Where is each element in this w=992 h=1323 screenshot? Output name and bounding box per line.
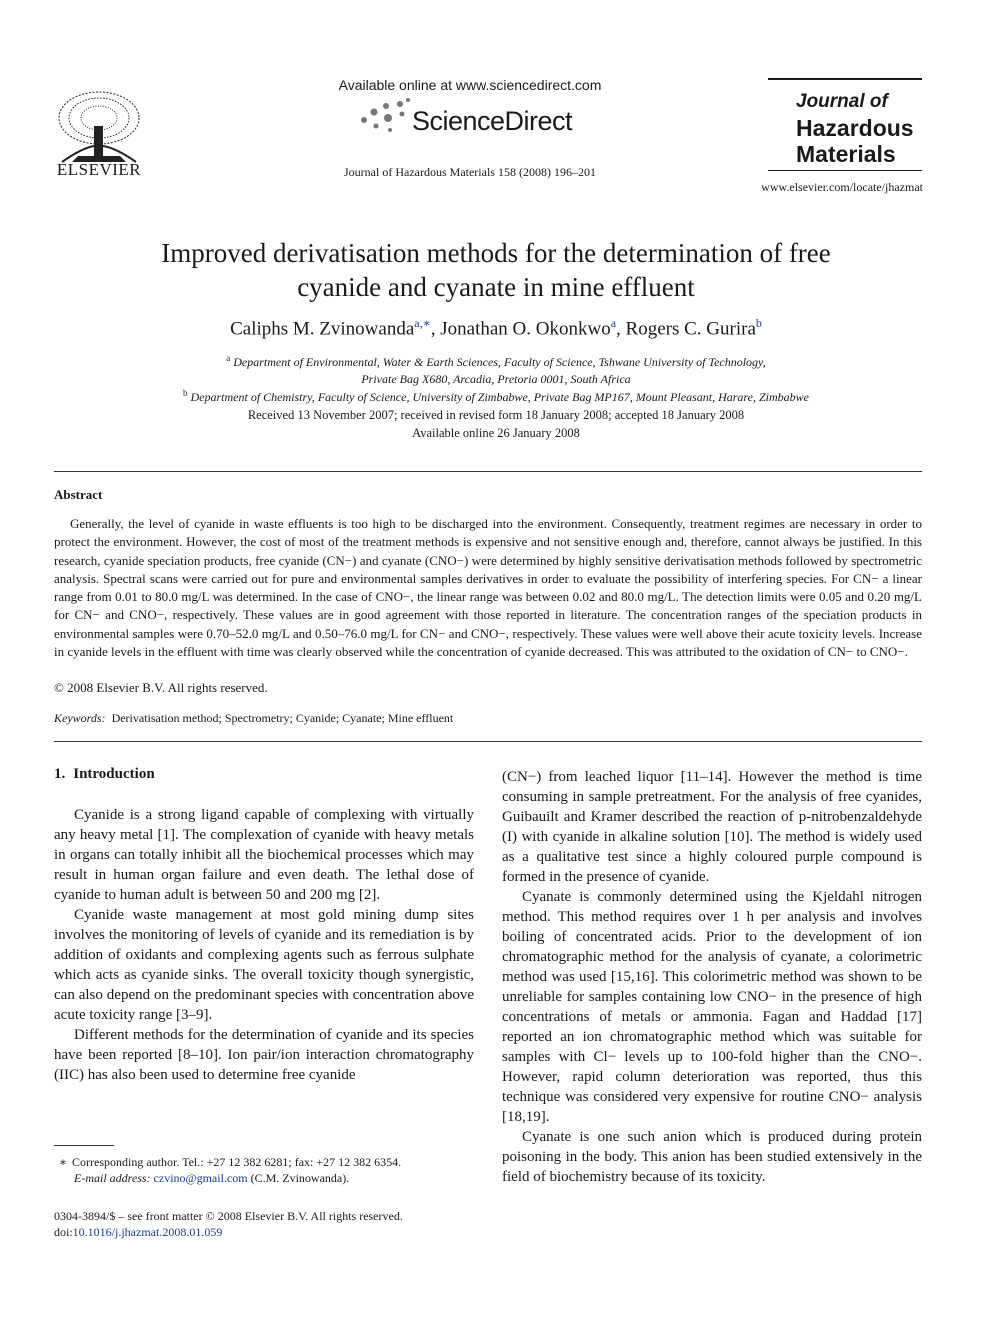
abstract-copyright: © 2008 Elsevier B.V. All rights reserved. [54,680,268,695]
article-dates [100,406,892,442]
section-number: 1. [54,766,66,782]
footnote-rule [54,1145,114,1146]
affiliation-line: Department of Chemistry, Faculty of Science, University of Zimbabwe, Private Bag MP167, Mount Pleasant, Harare, Zimbabwe [190,390,809,404]
journal-url[interactable]: www.elsevier.com/locate/jhazmat [761,180,923,194]
abstract-body [54,515,922,661]
body-paragraph: Cyanide is a strong ligand capable of complexing with virtually any heavy metal [1]. The complexation of cyanide with heavy metals in organs can totally inhibit all the biochemical processes which may result in human organ failure and even death. The lethal dose of cyanide to human adult is between 50 and 200 mg [2]. [54,807,474,903]
title-line: cyanide and cyanate in mine effluent [297,272,695,302]
affiliation-line: Department of Environmental, Water & Earth Sciences, Faculty of Science, Tshwane University of Technology, [233,355,766,369]
abstract-heading: Abstract [54,487,103,502]
corresponding-author-text: Corresponding author. Tel.: +27 12 382 6281; fax: +27 12 382 6354. [72,1155,402,1169]
footnote-mark: ∗ [58,1155,68,1169]
affiliation-mark: a [226,353,231,363]
publisher-name: ELSEVIER [56,160,142,179]
keywords [54,711,453,726]
doi-label: doi: [54,1225,73,1239]
author-separator: , [430,318,441,340]
available-online-text[interactable]: Available online at www.sciencedirect.com [338,77,602,93]
doi-link[interactable]: 10.1016/j.jhazmat.2008.01.059 [72,1225,223,1239]
author-affiliation-mark[interactable]: b [755,316,762,330]
email-owner: (C.M. Zvinowanda). [250,1171,350,1185]
body-paragraph: Cyanate is commonly determined using the Kjeldahl nitrogen method. This method requires over 1 h per analysis and involves boiling of concentrated acids. Prior to the development of ion chromatographic method for the analysis of cyanate, a colorimetric method was used [15,16]. This colorimetric method was shown to be unreliable for samples containing low CNO− in the presence of high concentrations of metals or ammonia. Fagan and Haddad [17] reported an ion chromatographic method which was suitable for samples with Cl− levels up to 100-fold higher than the CNO−. However, rapid column deterioration was reported, thus this technique was considered very expensive for routine CNO− analysis [18,19]. [502,889,922,1125]
section-divider [54,741,922,742]
body-paragraph: Different methods for the determination of cyanide and its species have been reported [8–10]. Ion pair/ion interaction chromatography (IIC) has also been used to determine free cyanide [54,1027,474,1083]
author-name: Jonathan O. Okonkwo [440,318,611,340]
author-affiliation-mark[interactable]: a [610,316,617,330]
author-list [100,316,892,340]
corresponding-author-note [54,1154,401,1186]
keywords-list: Derivatisation method; Spectrometry; Cyanide; Cyanate; Mine effluent [111,711,454,725]
journal-logo-line: Hazardous [796,115,914,141]
author-name: Caliphs M. Zvinowanda [230,318,415,340]
journal-citation: Journal of Hazardous Materials 158 (2008) 196–201 [344,165,596,179]
affiliation-b [60,385,932,406]
email-label: E-mail address: [74,1171,151,1185]
section-divider [54,471,922,472]
journal-logo-rule [768,170,922,171]
article-title [100,236,892,304]
abstract-paragraph: Generally, the level of cyanide in waste effluents is too high to be discharged into the environment. Consequently, treatment regimes are necessary in order to protect the environment. However, the cost of most of the treatment methods is expensive and not sensitive enough and, therefore, cannot always be justified. In this research, cyanide speciation products, free cyanide (CN−) and cyanate (CNO−) were determined by highly sensitive derivatisation methods followed by spectrometric analysis. Spectral scans were carried out for pure and environmental samples derivatives in order to evaluate the possibility of interfering species. For CN− a linear range from 0.01 to 80.0 mg/L was determined. In the case of CNO−, the linear range was between 0.02 and 80.0 mg/L. The detection limits were 0.05 and 0.20 mg/L for CN− and CNO−, respectively. These values are in good agreement with those reported in literature. The concentration ranges of the speciation products in environmental samples were 0.70–52.0 mg/L and 0.50–76.0 mg/L for CN− and CNO−, respectively. These values were well above their acute toxicity levels. Increase in cyanide levels in the effluent with time was clearly observed while the concentration of cyanide decreased. This was attributed to the oxidation of CN− to CNO−. [54,516,922,660]
title-line: Improved derivatisation methods for the determination of free [161,238,831,268]
affiliation-line: Private Bag X680, Arcadia, Pretoria 0001, South Africa [361,372,631,386]
body-paragraph: Cyanide waste management at most gold mining dump sites involves the monitoring of levels of cyanide and its remediation is by addition of oxidants and complexing agents such as ferrous sulphate which acts as cyanide sinks. The overall toxicity though synergistic, can also depend on the predominant species with concentration above acute toxicity range [3–9]. [54,907,474,1023]
affiliation-mark: b [183,388,188,398]
author-affiliation-mark[interactable]: a,∗ [414,316,431,330]
left-column [54,805,474,1085]
body-paragraph: Cyanate is one such anion which is produced during protein poisoning in the body. This anion has been studied extensively in the field of biochemistry because of its toxicity. [502,1129,922,1185]
issn-line: 0304-3894/$ – see front matter © 2008 Elsevier B.V. All rights reserved. [54,1209,403,1223]
journal-logo-line: Materials [796,141,896,167]
author-name: Rogers C. Gurira [625,318,756,340]
author-separator: , [616,318,626,340]
available-date: Available online 26 January 2008 [412,426,580,440]
section-heading-introduction [54,766,155,783]
affiliation-a [60,350,932,388]
journal-logo [796,89,914,167]
received-dates: Received 13 November 2007; received in revised form 18 January 2008; accepted 18 January 2008 [247,408,745,422]
front-matter [54,1208,403,1240]
email-link[interactable]: czvino@gmail.com [153,1171,248,1185]
journal-logo-rule [768,78,922,80]
section-title: Introduction [73,766,155,782]
right-column [502,767,922,1187]
sciencedirect-logo[interactable]: ScienceDirect [412,106,573,136]
body-paragraph: (CN−) from leached liquor [11–14]. However the method is time consuming in sample pretreatment. For the analysis of free cyanides, Guibauilt and Kramer described the reaction of p-nitrobenzaldehyde (I) with cyanide in alkaline solution [10]. The method is widely used as a qualitative test since a highly coloured purple compound is formed in the presence of cyanide. [502,769,922,885]
keywords-label: Keywords: [54,711,106,725]
journal-logo-line: Journal of [796,91,888,112]
